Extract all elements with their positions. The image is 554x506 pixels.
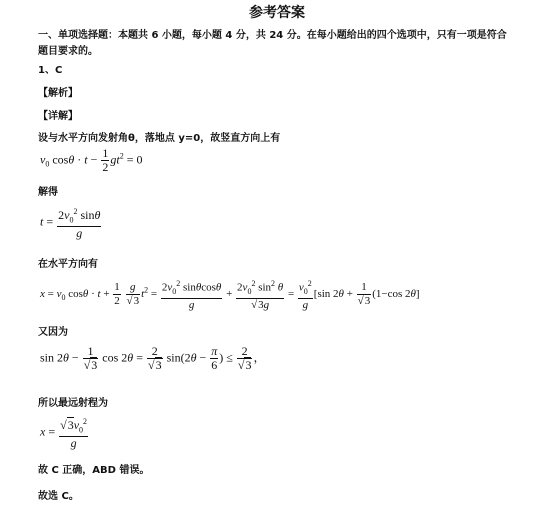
- section-heading-line2: 题目要求的。: [38, 46, 98, 57]
- page-title: 参考答案: [249, 5, 305, 21]
- final-answer-text: 故选 C。: [38, 491, 79, 502]
- inequality: sin 2θ − $\frac{1}{√3}$ cos 2θ = $\frac{2}{√3}$ sin(2θ − $\frac{\pi}{6}$ ) ≤ $\frac{2}{√3}$ ，: [40, 344, 266, 372]
- section-heading-line1: 一、单项选择题：本题共 6 小题，每小题 4 分，共 24 分。在每小题给出的四个选项中，只有一项是符合: [38, 30, 507, 41]
- detail-tag: 【详解】: [38, 111, 78, 122]
- setup-text: 设与水平方向发射角θ，落地点 y=0，故竖直方向上有: [38, 133, 281, 144]
- answer-number: 1、C: [38, 65, 63, 76]
- because-text: 又因为: [38, 327, 68, 338]
- conclusion-text: 故 C 正确，ABD 错误。: [38, 465, 150, 476]
- horizontal-text: 在水平方向有: [38, 259, 98, 270]
- max-range-equation: x = $\frac{√3v_0^2}{g}$: [40, 417, 88, 451]
- vertical-equation: $v_0$ cosθ · t − $\frac{1}{2}$ $gt^2 = 0$: [40, 146, 143, 174]
- range-equation: $x = v_0$ cosθ · t + $\frac{1}{2}$ $\frac{g}{√3}$ $t^2$ = $\frac{2v_0^2 \sin\theta\cos\theta}{g}$ + $\frac{2v_0^2 \sin^2 \theta}{√3g}$ = $\frac{v_0^2}{g}$ [sin 2θ + $\frac{1}{√3}$ (1−cos 2θ]: [40, 279, 420, 311]
- time-equation: t = $\frac{2v_0^2 \sin\theta}{g}$: [40, 207, 101, 241]
- max-range-text: 所以最远射程为: [38, 398, 108, 409]
- analysis-tag: 【解析】: [38, 88, 78, 99]
- solve-text: 解得: [38, 187, 58, 198]
